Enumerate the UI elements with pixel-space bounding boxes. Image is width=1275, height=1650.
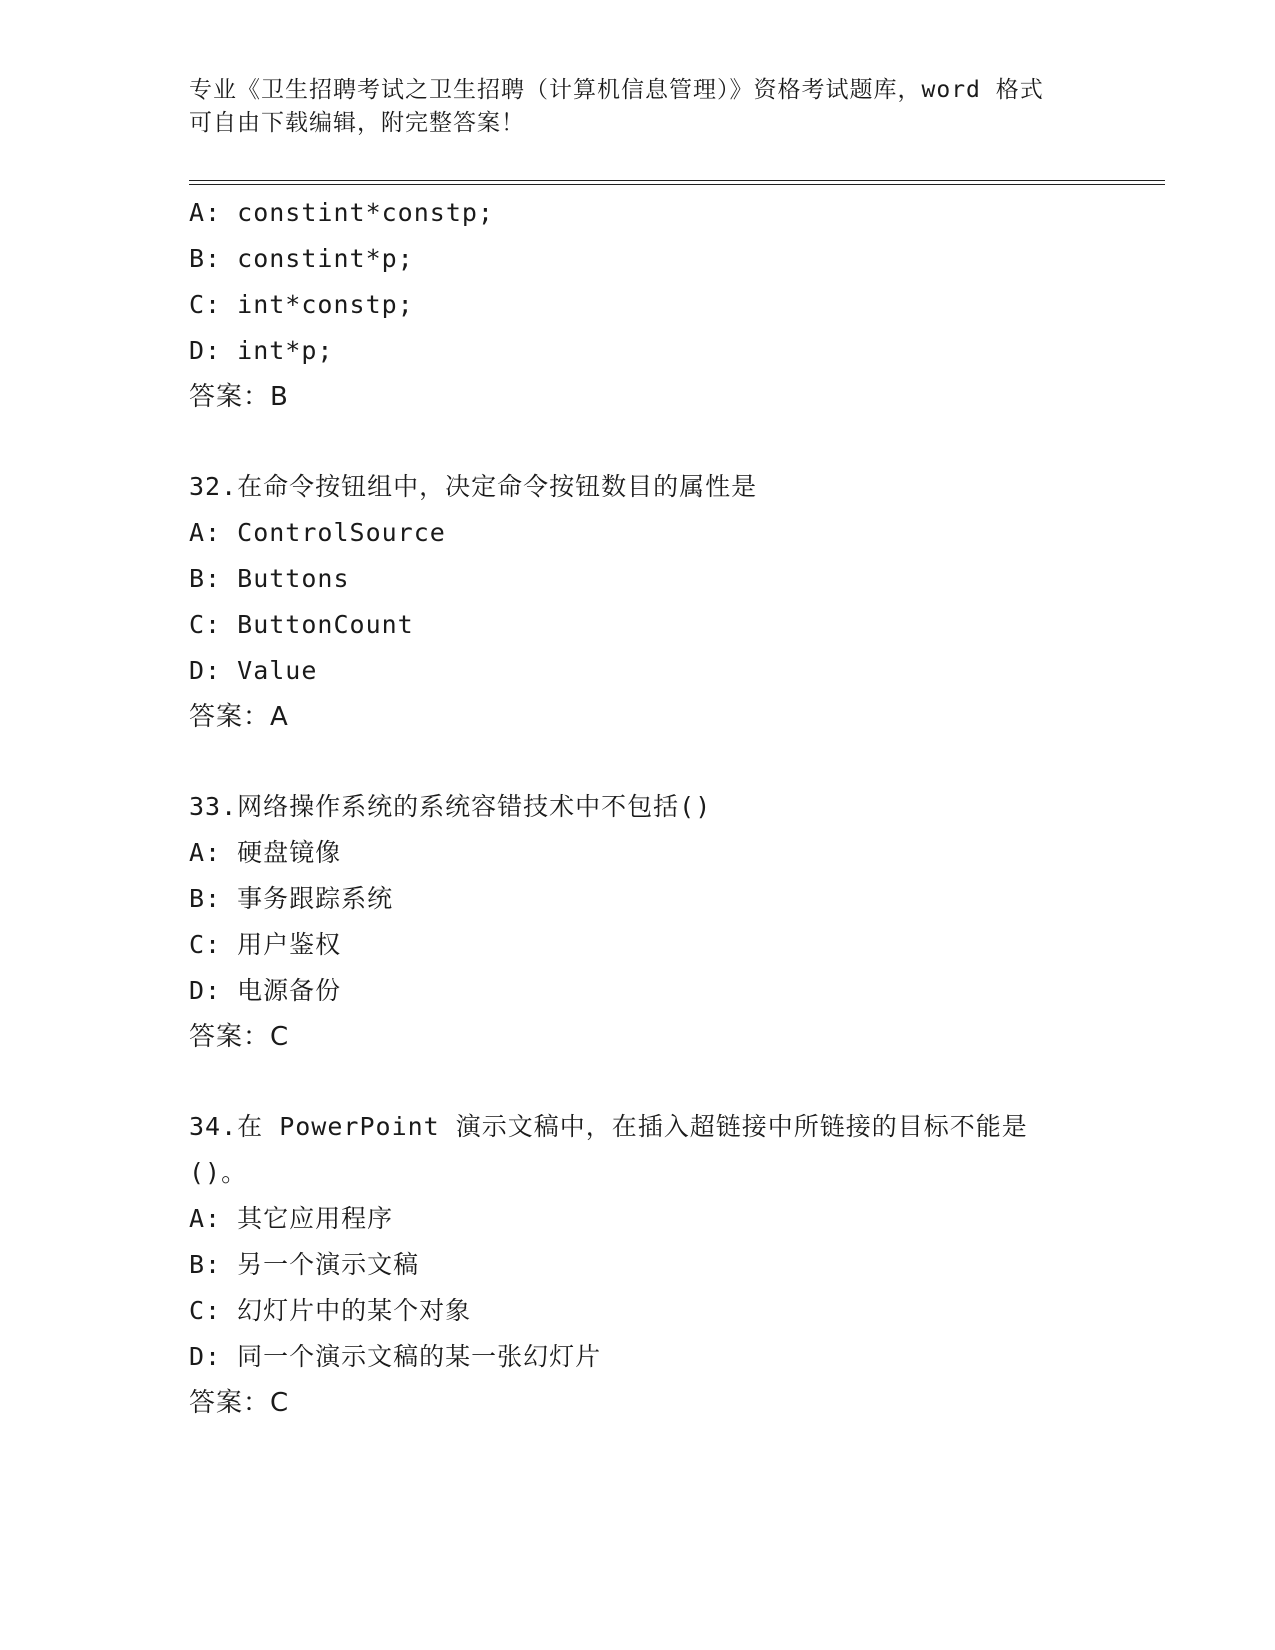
header-divider-bottom — [189, 184, 1165, 185]
option-d: D: 同一个演示文稿的某一张幻灯片 — [189, 1342, 602, 1371]
option-b: B: 另一个演示文稿 — [189, 1250, 420, 1279]
option-c: C: 用户鉴权 — [189, 930, 342, 959]
question-32 — [189, 464, 1089, 740]
header-line-2: 可自由下载编辑，附完整答案！ — [189, 110, 525, 136]
question-34 — [189, 1104, 1089, 1426]
option-c: C: 幻灯片中的某个对象 — [189, 1296, 472, 1325]
question-list — [189, 190, 1089, 1426]
header-line-1: 专业《卫生招聘考试之卫生招聘（计算机信息管理）》资格考试题库，word 格式 — [189, 77, 1044, 103]
option-b: B: 事务跟踪系统 — [189, 884, 394, 913]
answer-label: 答案：B — [189, 382, 289, 412]
question-text-line-2: ()。 — [189, 1158, 248, 1187]
option-a: A: ControlSource — [189, 518, 446, 547]
question-33 — [189, 784, 1089, 1060]
answer-label: 答案：C — [189, 1022, 290, 1052]
option-d: D: 电源备份 — [189, 976, 342, 1005]
question-text: 32.在命令按钮组中，决定命令按钮数目的属性是 — [189, 472, 758, 501]
option-d: D: int*p; — [189, 336, 334, 365]
answer-label: 答案：C — [189, 1388, 290, 1418]
question-text: 33.网络操作系统的系统容错技术中不包括() — [189, 792, 712, 821]
question-31 — [189, 190, 1089, 420]
header-divider-top — [189, 180, 1165, 181]
option-c: C: int*constp; — [189, 290, 414, 319]
option-a: A: 硬盘镜像 — [189, 838, 342, 867]
question-text-line-1: 34.在 PowerPoint 演示文稿中，在插入超链接中所链接的目标不能是 — [189, 1112, 1028, 1141]
document-header — [189, 74, 1089, 140]
option-a: A: constint*constp; — [189, 198, 494, 227]
option-c: C: ButtonCount — [189, 610, 414, 639]
answer-label: 答案：A — [189, 702, 289, 732]
option-b: B: constint*p; — [189, 244, 414, 273]
option-d: D: Value — [189, 656, 318, 685]
option-b: B: Buttons — [189, 564, 350, 593]
option-a: A: 其它应用程序 — [189, 1204, 394, 1233]
